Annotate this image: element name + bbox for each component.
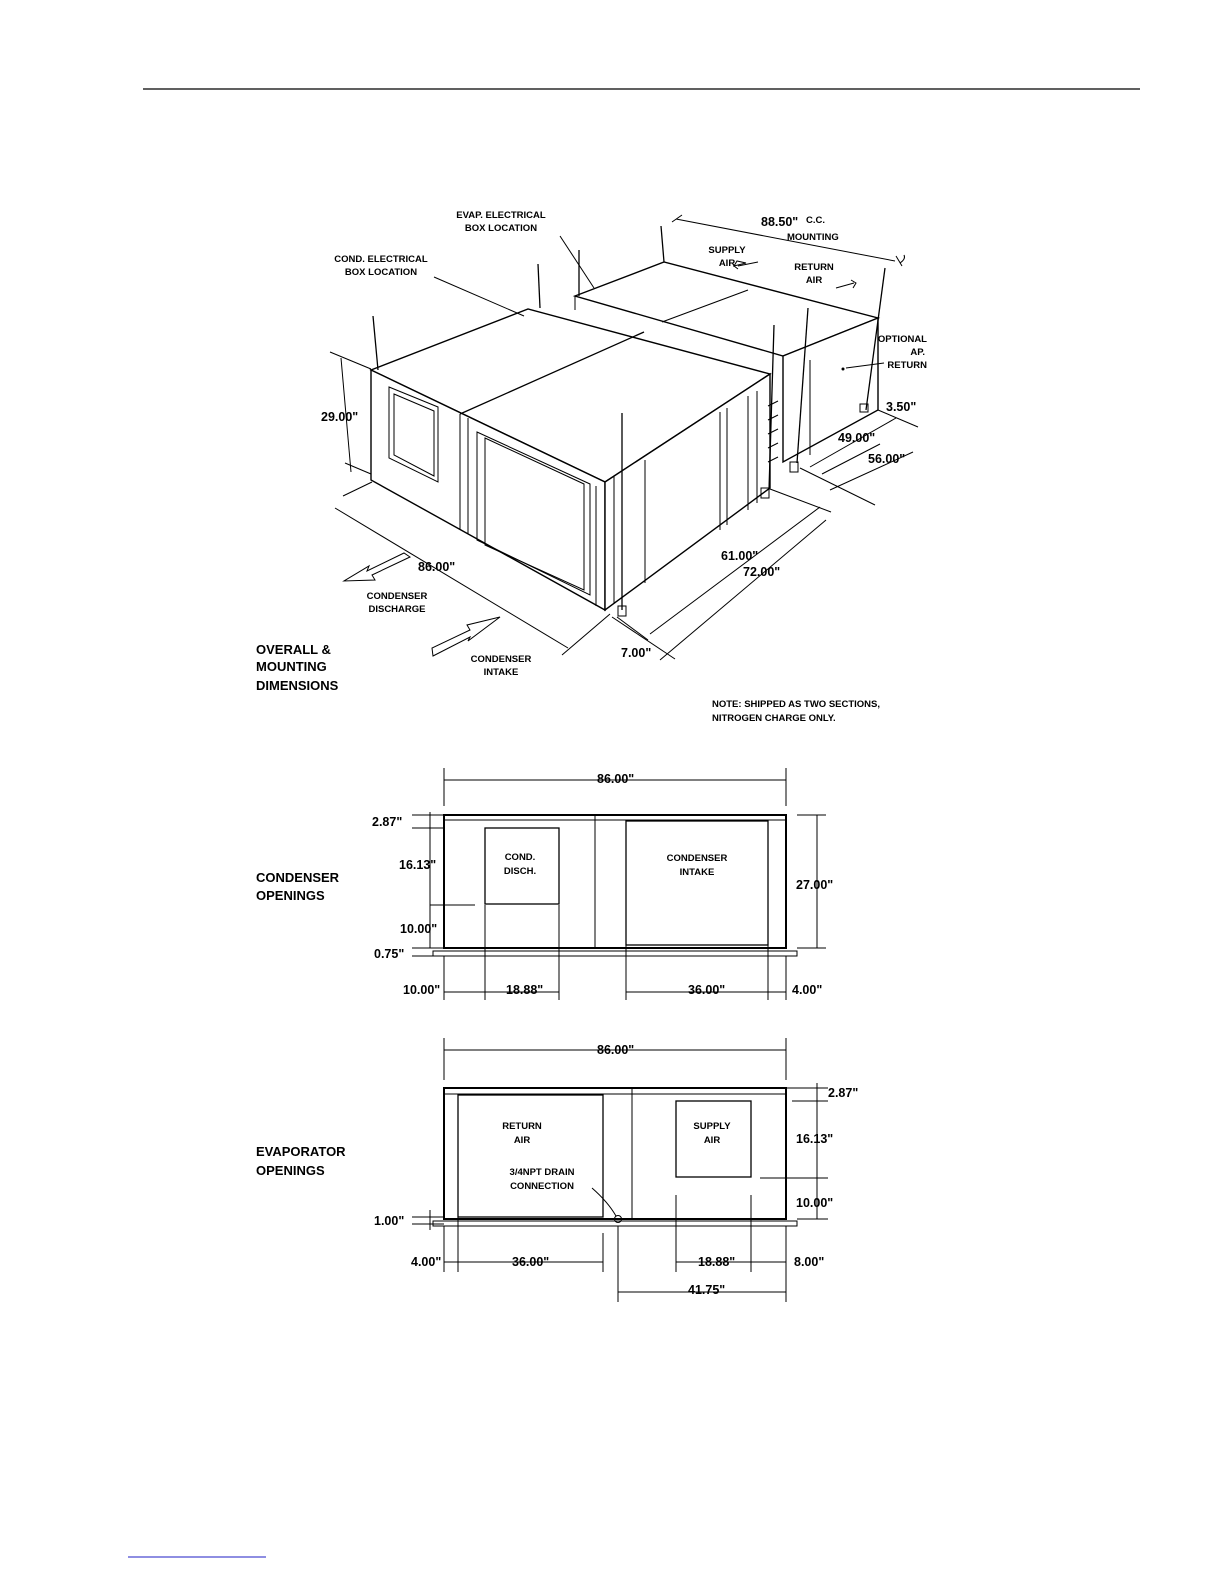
dim-height: 29.00"	[321, 410, 359, 424]
return-air-label-2: RETURN AIR	[502, 1121, 542, 1146]
discharge-arrow-icon	[344, 553, 410, 581]
evap-dim-10-00: 10.00"	[796, 1196, 834, 1210]
evap-box-label: EVAP. ELECTRICAL BOX LOCATION	[456, 210, 546, 234]
evap-dim-2-87: 2.87"	[828, 1086, 859, 1100]
intake-arrow-icon	[432, 617, 500, 656]
evaporator-section-title: EVAPORATOR OPENINGS	[256, 1144, 346, 1178]
cond-discharge-label: CONDENSER DISCHARGE	[366, 591, 428, 615]
condenser-openings-view	[256, 768, 833, 1000]
evap-top-dim: 86.00"	[597, 1043, 635, 1057]
isometric-view	[256, 210, 927, 724]
cond-dim-b-36-00: 36.00"	[688, 983, 726, 997]
cond-disch-label: COND. DISCH.	[503, 852, 537, 877]
evap-dim-1-00: 1.00"	[374, 1214, 405, 1228]
return-air-label: RETURN AIR	[794, 262, 834, 286]
cond-dim-16-13: 16.13"	[399, 858, 437, 872]
cond-dim-27-00: 27.00"	[796, 878, 834, 892]
evap-dim-b-36-00: 36.00"	[512, 1255, 550, 1269]
evaporator-openings-view	[256, 1038, 858, 1302]
cond-dim-2-87: 2.87"	[372, 815, 403, 829]
evap-dim-b-4-00: 4.00"	[411, 1255, 442, 1269]
supply-air-label: SUPPLY AIR	[708, 245, 746, 269]
dim-61-00: 61.00"	[721, 549, 759, 563]
evaporator-panel	[444, 1088, 786, 1219]
shipping-note: NOTE: SHIPPED AS TWO SECTIONS, NITROGEN CHARGE ONLY.	[712, 699, 881, 724]
optional-return-label: OPTIONAL AP. RETURN	[877, 334, 927, 371]
cond-intake-opening	[626, 821, 768, 945]
condenser-panel	[444, 815, 786, 948]
cond-dim-0-75: 0.75"	[374, 947, 405, 961]
cc-dim: 88.50"	[761, 215, 799, 229]
return-air-opening	[458, 1095, 603, 1217]
dim-3-50: 3.50"	[886, 400, 917, 414]
cond-top-dim: 86.00"	[597, 772, 635, 786]
cond-intake-label-2: CONDENSER INTAKE	[666, 853, 728, 878]
evap-dim-b-8-00: 8.00"	[794, 1255, 825, 1269]
dim-49-00: 49.00"	[838, 431, 876, 445]
dim-56-00: 56.00"	[868, 452, 906, 466]
dim-length: 86.00"	[418, 560, 456, 574]
dim-7-00: 7.00"	[621, 646, 652, 660]
cond-dim-b-10-00: 10.00"	[403, 983, 441, 997]
dim-72-00: 72.00"	[743, 565, 781, 579]
cond-dim-b-4-00: 4.00"	[792, 983, 823, 997]
cond-dim-b-18-88: 18.88"	[506, 983, 544, 997]
drain-label: 3/4NPT DRAIN CONNECTION	[509, 1167, 575, 1192]
evap-dim-41-75: 41.75"	[688, 1283, 726, 1297]
cond-intake-label: CONDENSER INTAKE	[470, 654, 532, 678]
evap-dim-16-13: 16.13"	[796, 1132, 834, 1146]
evap-base-rail	[433, 1221, 797, 1226]
supply-air-label-2: SUPPLY AIR	[693, 1121, 731, 1146]
cond-base-rail	[433, 951, 797, 956]
cc-label: C.C. MOUNTING	[787, 215, 839, 243]
evap-dim-b-18-88: 18.88"	[698, 1255, 736, 1269]
cond-dim-10-00: 10.00"	[400, 922, 438, 936]
overall-section-title: OVERALL & MOUNTING DIMENSIONS	[256, 642, 339, 693]
condenser-section-title: CONDENSER OPENINGS	[256, 870, 340, 903]
cond-box-label: COND. ELECTRICAL BOX LOCATION	[334, 254, 428, 278]
